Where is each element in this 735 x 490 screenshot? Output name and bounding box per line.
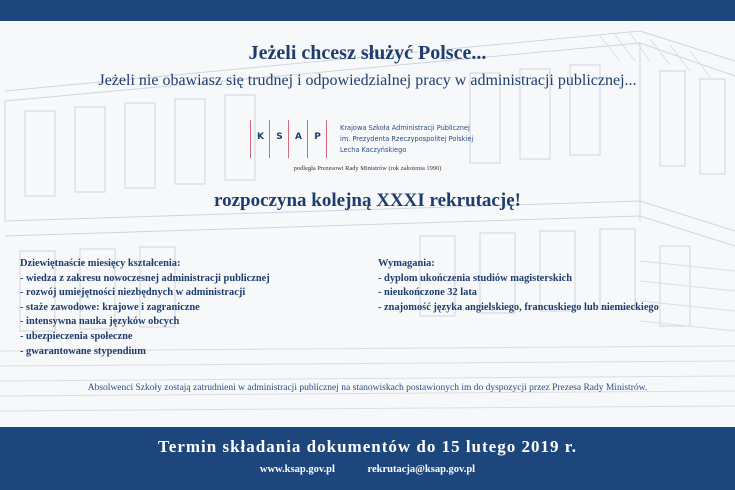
logo-divider: [307, 120, 308, 158]
education-item: - rozwój umiejętności niezbędnych w administracji: [20, 287, 246, 299]
logo-letter: K: [257, 132, 264, 142]
requirement-item: - nieukończone 32 lata: [378, 287, 478, 299]
logo-divider: [326, 120, 327, 158]
sub-headline: Jeżeli nie obawiasz się trudnej i odpowiedzialnej pracy w administracji publicznej...: [98, 72, 637, 89]
logo-name-line: Lecha Kaczyńskiego: [340, 146, 407, 154]
logo-divider: [250, 120, 251, 158]
logo-subline: podległa Prezesowi Rady Ministrów (rok założenia 1990): [293, 165, 442, 172]
requirements-heading: Wymagania:: [378, 258, 435, 269]
requirements-section: [378, 257, 659, 315]
education-item: - wiedza z zakresu nowoczesnej administracji publicznej: [20, 272, 270, 284]
contact-line: [0, 464, 735, 475]
requirement-item: - dyplom ukończenia studiów magisterskich: [378, 272, 572, 284]
ksap-logo: [250, 120, 330, 158]
email-link[interactable]: rekrutacja@ksap.gov.pl: [367, 464, 476, 475]
deadline-text: Termin składania dokumentów do 15 lutego 2019 r.: [158, 437, 577, 456]
education-heading: Dziewiętnaście miesięcy kształcenia:: [20, 258, 181, 269]
logo-letter: A: [295, 132, 302, 142]
education-item: - ubezpieczenia społeczne: [20, 330, 133, 342]
logo-name-line: Krajowa Szkoła Administracji Publicznej: [340, 124, 470, 132]
requirement-item: - znajomość języka angielskiego, francuskiego lub niemieckiego: [378, 301, 659, 313]
education-item: - gwarantowane stypendium: [20, 345, 146, 357]
top-banner-bar: [0, 0, 735, 21]
logo-name-line: im. Prezydenta Rzeczypospolitej Polskiej: [340, 135, 474, 143]
logo-letter: P: [314, 132, 321, 142]
website-link[interactable]: www.ksap.gov.pl: [259, 464, 335, 475]
logo-institution-name: [340, 123, 473, 156]
education-item: - intensywna nauka języków obcych: [20, 316, 180, 328]
footer-band: [0, 427, 735, 490]
logo-divider: [269, 120, 270, 158]
logo-letter: S: [276, 132, 283, 142]
logo-divider: [288, 120, 289, 158]
recruitment-announcement: rozpoczyna kolejną XXXI rekrutację!: [214, 190, 521, 211]
education-item: - staże zawodowe: krajowe i zagraniczne: [20, 301, 200, 313]
education-section: [20, 257, 270, 359]
graduates-note: Absolwenci Szkoły zostają zatrudnieni w administracji publicznej na stanowiskach postawionych im do dyspozycji przez Prezesa Rady Ministrów.: [87, 383, 648, 393]
main-headline: Jeżeli chcesz służyć Polsce...: [248, 42, 487, 64]
